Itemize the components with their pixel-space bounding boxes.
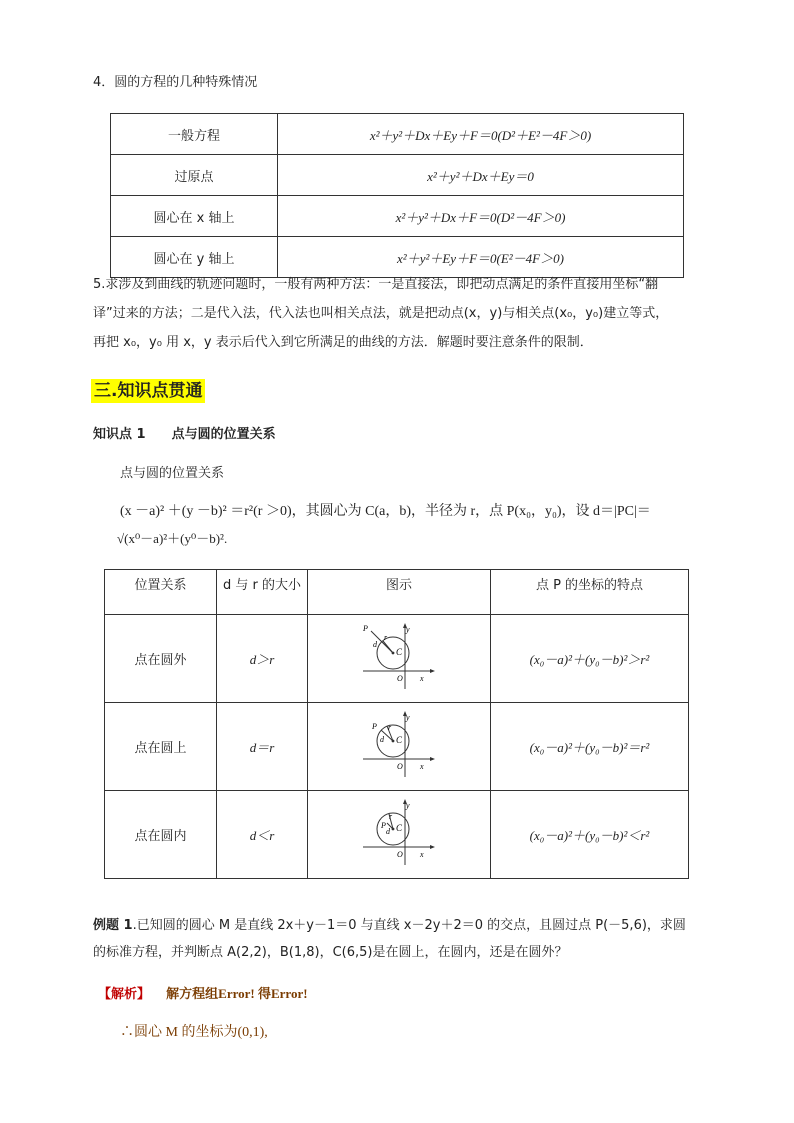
label-y: y (406, 800, 410, 810)
table-row (111, 114, 684, 155)
label-r: r (389, 811, 393, 821)
feature-cell: (x₀－a)²＋(y₀－b)²＜r² (491, 791, 689, 879)
label-c: C (396, 734, 403, 745)
label-d: d (386, 826, 390, 836)
size-cell: d＞r (217, 615, 308, 703)
label-x: x (420, 673, 424, 683)
diagram-cell (308, 615, 491, 703)
label-o: O (397, 673, 403, 683)
label-p: P (381, 820, 386, 830)
table-row (105, 791, 689, 879)
label-o: O (397, 849, 403, 859)
label-d: d (380, 734, 384, 744)
header-size: d 与 r 的大小 (217, 570, 308, 615)
case-label: 过原点 (111, 155, 278, 196)
section5-line3: 再把 x₀，y₀ 用 x，y 表示后代入到它所满足的曲线的方法．解题时要注意条件的限制． (93, 335, 593, 350)
section-title-text: 三.知识点贯通 (91, 379, 205, 403)
size-cell: d＝r (217, 703, 308, 791)
label-x: x (420, 849, 424, 859)
kp1-formula-line1: (x －a)² ＋(y －b)² ＝r²(r ＞0)，其圆心为 C(a，b)，半径为 r，点 P(x₀，y₀)，设 d＝|PC|＝ (120, 504, 651, 519)
label-r: r (388, 722, 392, 732)
case-formula: x²＋y²＋Dx＋F＝0(D²－4F＞0) (278, 196, 684, 237)
diagram-cell (308, 791, 491, 879)
example1-line1 (93, 917, 686, 935)
header-diagram: 图示 (308, 570, 491, 615)
diagram-cell (308, 703, 491, 791)
feature-cell: (x₀－a)²＋(y₀－b)²＝r² (491, 703, 689, 791)
label-r: r (384, 632, 388, 642)
point-on-diagram (359, 709, 439, 781)
label-c: C (396, 822, 403, 833)
relation-cell: 点在圆内 (105, 791, 217, 879)
table-row (105, 703, 689, 791)
table-row (105, 615, 689, 703)
section-title (91, 376, 205, 401)
label-y: y (406, 624, 410, 634)
kp1-subtitle: 点与圆的位置关系 (120, 466, 225, 481)
example1-label: 例题 1 (93, 918, 133, 933)
label-o: O (397, 761, 403, 771)
header-feature: 点 P 的坐标的特点 (491, 570, 689, 615)
example1-text: .已知圆的圆心 M 是直线 2x＋y－1＝0 与直线 x－2y＋2＝0 的交点，且圆过点 P(－5,6)，求圆 (132, 918, 686, 933)
table-row (111, 155, 684, 196)
section4-heading: 4．圆的方程的几种特殊情况 (93, 75, 258, 90)
case-formula: x²＋y²＋Dx＋Ey＝0 (278, 155, 684, 196)
point-inside-diagram (359, 797, 439, 869)
case-label: 一般方程 (111, 114, 278, 155)
feature-cell: (x₀－a)²＋(y₀－b)²＞r² (491, 615, 689, 703)
label-d: d (373, 639, 377, 649)
section5-line1: 5.求涉及到曲线的轨迹问题时，一般有两种方法：一是直接法，即把动点满足的条件直接用坐标“翻 (93, 277, 659, 292)
special-cases-table (110, 113, 684, 278)
solution-tag: 【解析】 (98, 987, 151, 1002)
label-c: C (396, 646, 403, 657)
solution-line2: ∴圆心 M 的坐标为(0,1), (120, 1025, 268, 1040)
point-outside-diagram (359, 621, 439, 693)
size-cell: d＜r (217, 791, 308, 879)
case-formula: x²＋y²＋Dx＋Ey＋F＝0(D²＋E²－4F＞0) (278, 114, 684, 155)
table-row (111, 237, 684, 278)
table-header-row (105, 570, 689, 615)
label-y: y (406, 712, 410, 722)
table-row (111, 196, 684, 237)
relation-cell: 点在圆外 (105, 615, 217, 703)
label-x: x (420, 761, 424, 771)
case-label: 圆心在 y 轴上 (111, 237, 278, 278)
section5-line2: 译”过来的方法；二是代入法，代入法也叫相关点法，就是把动点(x，y)与相关点(x₀，y₀)建立等式， (93, 306, 669, 321)
solution-line1 (98, 985, 308, 1004)
label-p: P (372, 721, 377, 731)
kp1-formula-line2: √(x⁰－a)²＋(y⁰－b)². (117, 531, 228, 546)
point-circle-table (104, 569, 689, 879)
kp1-title: 知识点 1 点与圆的位置关系 (93, 427, 276, 442)
solution-text: 解方程组Error! 得Error! (166, 986, 308, 1001)
case-label: 圆心在 x 轴上 (111, 196, 278, 237)
example1-line2: 的标准方程，并判断点 A(2,2)，B(1,8)，C(6,5)是在圆上，在圆内，还是在圆外？ (93, 945, 568, 960)
label-p: P (363, 623, 368, 633)
relation-cell: 点在圆上 (105, 703, 217, 791)
header-relation: 位置关系 (105, 570, 217, 615)
case-formula: x²＋y²＋Ey＋F＝0(E²－4F＞0) (278, 237, 684, 278)
